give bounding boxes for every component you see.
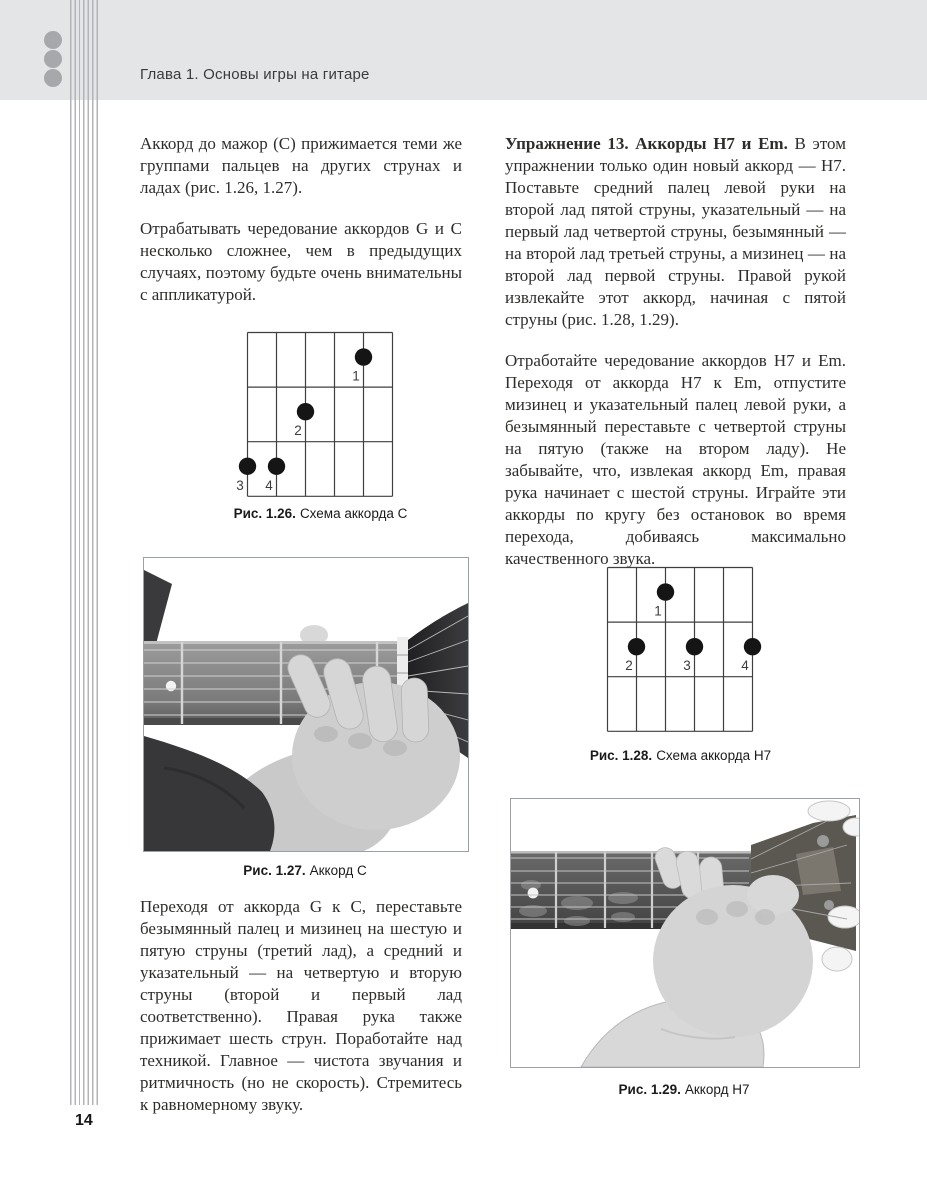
- right-column: [505, 133, 846, 570]
- left-column-top: [140, 133, 462, 306]
- circle-icon: [44, 50, 62, 68]
- chapter-header: Глава 1. Основы игры на гитаре: [140, 66, 370, 83]
- figure-caption-128: [560, 748, 801, 763]
- exercise-13-body: В этом упражнении только один новый аккорд — H7. Поставьте средний палец левой руки на второй лад пятой струны, указательный — на первый лад четвертой струны, безымянный — на второй лад третьей струны, а мизинец — на второй лад первой струны. Правой рукой извлекайте этот аккорд, начиная с пятой струны (рис. 1.28, 1.29).: [505, 134, 846, 329]
- h7-chord-photo-image: [511, 799, 859, 1067]
- circle-icon: [44, 31, 62, 49]
- paragraph-c-chord-intro: Аккорд до мажор (C) прижимается теми же группами пальцев на других струнах и ладах (рис. 1.26, 1.27).: [140, 134, 462, 197]
- circle-icon: [44, 69, 62, 87]
- figure-caption-text: Аккорд C: [309, 863, 367, 878]
- figure-caption-126: [200, 506, 441, 521]
- figure-label: Рис. 1.27.: [243, 863, 306, 878]
- paragraph-g-to-c-transition: Переходя от аккорда G к C, переставьте безымянный палец и мизинец на шестую и пятую струны (третий лад), а средний и указательный — на четвертую и вторую струны (второй и первый лад соответственно). Правая рука также прижимает шесть струн. Поработайте над техникой. Главное — чистота звучания и ритмичность (но не скорость). Стремитесь к равномерному звуку.: [140, 897, 462, 1114]
- svg-text:2: 2: [294, 423, 302, 439]
- svg-text:2: 2: [625, 658, 633, 674]
- svg-text:1: 1: [654, 603, 662, 619]
- page-number: 14: [75, 1112, 93, 1129]
- paragraph-exercise-13: [505, 133, 846, 331]
- figure-caption-text: Схема аккорда H7: [656, 748, 772, 763]
- h7-chord-diagram: [593, 564, 767, 736]
- c-chord-photo-image: [144, 558, 468, 851]
- figure-label: Рис. 1.26.: [233, 506, 296, 521]
- svg-text:3: 3: [683, 658, 691, 674]
- figure-caption-text: Схема аккорда C: [299, 506, 408, 521]
- svg-text:1: 1: [352, 368, 360, 384]
- h7-chord-photo: [510, 798, 860, 1068]
- left-column-bottom: [140, 896, 462, 1116]
- figure-caption-129: [564, 1082, 804, 1097]
- svg-text:4: 4: [741, 658, 749, 674]
- decorative-stripes: [70, 0, 100, 1105]
- figure-caption-text: Аккорд H7: [684, 1082, 750, 1097]
- svg-text:4: 4: [265, 477, 273, 493]
- paragraph-gc-alternation: Отрабатывать чередование аккордов G и C несколько сложнее, чем в предыдущих случаях, поэтому будьте очень внимательны с аппликатурой.: [140, 219, 462, 304]
- header-band: [0, 0, 927, 100]
- c-chord-photo: [143, 557, 469, 852]
- svg-text:3: 3: [236, 477, 244, 493]
- figure-label: Рис. 1.29.: [618, 1082, 681, 1097]
- figure-caption-127: [185, 863, 425, 878]
- c-chord-diagram: [233, 329, 407, 501]
- exercise-13-heading: Упражнение 13. Аккорды H7 и Em.: [505, 134, 788, 153]
- decorative-circles: [44, 31, 62, 87]
- paragraph-h7-em-alternation: Отработайте чередование аккордов H7 и Em. Переходя от аккорда H7 к Em, отпустите мизинец и указательный палец левой руки, а безымянный переставьте с четвертой струны на пятую (также на втором ладу). Не забывайте, что, извлекая аккорд Em, правая рука начинает с шестой струны. Играйте эти аккорды по кругу без остановок во время перехода, добиваясь максимально качественного звука.: [505, 351, 846, 568]
- figure-label: Рис. 1.28.: [589, 748, 653, 763]
